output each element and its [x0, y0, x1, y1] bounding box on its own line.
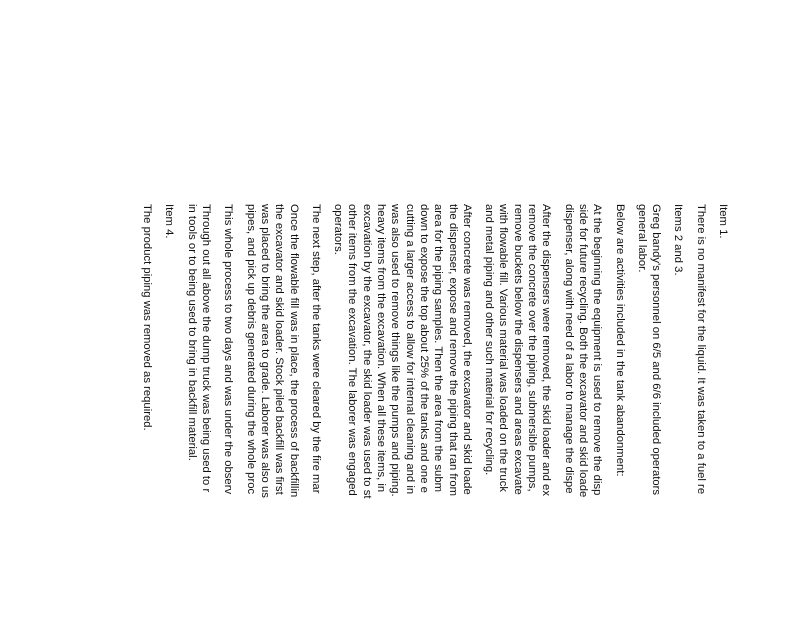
text-line: was placed to bring the area to grade. Laborer was also us	[258, 204, 271, 498]
text-line: Greg bandy's personnel on 6/5 and 6/6 included operators	[650, 204, 663, 496]
text-line: cutting a larger access to allow for internal cleaning and in	[403, 204, 416, 495]
text-line: After the dispensers were removed, the skid loader and ex	[540, 204, 553, 496]
text-line: The product piping was removed as required.	[141, 204, 154, 431]
text-line: Once the flowable fill was in place, the process of backfillin	[287, 204, 300, 498]
paragraph-gap	[474, 204, 482, 618]
paragraph-gap	[154, 204, 162, 618]
paragraph-gap	[323, 204, 331, 618]
paragraph-gap	[553, 204, 561, 618]
text-line: in tools or to being used to bring in backfill material.	[185, 204, 198, 461]
rotated-text-block	[140, 204, 730, 618]
text-line: Item 1.	[717, 204, 729, 239]
text-line: Below are activities included in the tank abandonment:	[613, 204, 626, 477]
text-line: heavy items from the excavation. When all these items, in	[375, 204, 388, 493]
text-line: The next step, after the tanks were cleared by the fire mar	[309, 204, 322, 494]
paragraph-gap	[685, 204, 693, 618]
text-line: was also used to remove things like the pumps and piping.	[389, 204, 402, 497]
text-line: general labor.	[635, 204, 648, 273]
paragraph-gap	[301, 204, 309, 618]
text-line: area for the piping samples. Then the area from the subm	[432, 204, 445, 493]
text-line: There is no manifest for the liquid. It was taken to a fuel re	[694, 204, 707, 495]
text-line: At the beginning the equipment is used to remove the disp	[591, 204, 604, 496]
paragraph-gap	[604, 204, 612, 618]
paragraph-gap	[213, 204, 221, 618]
text-line: After concrete was removed, the excavator and skid loade	[460, 204, 473, 495]
text-line: This whole process to two days and was under the observ	[222, 204, 235, 495]
text-line: remove buckets below the dispensers and areas excavate	[511, 204, 524, 495]
text-line: Through out all above the dump truck was being used to r	[200, 204, 213, 493]
text-line: and metal piping and other such material for recycling.	[483, 204, 496, 476]
text-line: remove the concrete over the piping, submersible pumps,	[526, 204, 539, 492]
paragraph-gap	[708, 204, 716, 618]
text-line: with flowable fill. Various material was loaded on the truck	[497, 204, 510, 492]
text-line: Items 2 and 3.	[672, 204, 685, 276]
text-line: side for future recycling. Both the excavator and skid loade	[576, 204, 589, 498]
text-line: operators.	[332, 204, 345, 255]
text-line: pipes, and pick up debris generated during the whole proc	[244, 204, 257, 495]
text-line: down to expose the top about 25% of the tanks and one e	[417, 204, 430, 493]
paragraph-gap	[627, 204, 635, 618]
paragraph-gap	[663, 204, 671, 618]
text-line: Item 4.	[163, 204, 176, 239]
paragraph-gap	[235, 204, 243, 618]
text-line: other items from the excavation. The laborer was engaged	[346, 204, 359, 496]
paragraph-gap	[177, 204, 185, 618]
text-line: dispenser, along with need of a labor to manage the dispe	[562, 204, 575, 494]
text-line: the excavator and skid loader. Stock piled backfill was first	[273, 204, 286, 495]
text-line: excavation by the excavator, the skid loader was used to st	[360, 204, 373, 499]
text-line: the dispenser, expose and remove the piping that ran from	[446, 204, 459, 497]
